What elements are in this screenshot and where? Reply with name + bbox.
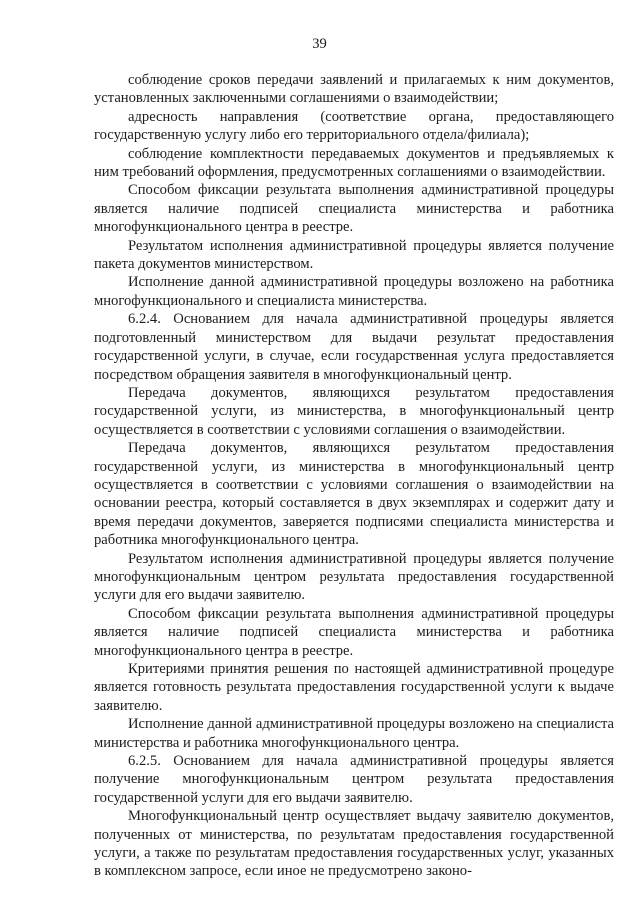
paragraph: Результатом исполнения административной процедуры является получение многофункциональным центром результата предоставления государственной услуги для его выдачи заявителю. xyxy=(94,550,614,604)
paragraph: Результатом исполнения административной процедуры является получение пакета документов министерством. xyxy=(94,237,614,273)
paragraph: Многофункциональный центр осуществляет выдачу заявителю документов, полученных от министерства, по результатам предоставления государственной услуги, а также по результатам предоставления государственных услуг, указанных в комплексном запросе, если иное не предусмотрено законо- xyxy=(94,808,614,880)
paragraph: Исполнение данной административной процедуры возложено на работника многофункционального и специалиста министерства. xyxy=(94,274,614,309)
paragraph: 6.2.5. Основанием для начала административной процедуры является получение многофункциональным центром результата предоставления государственной услуги для его выдачи заявителю. xyxy=(94,753,614,806)
paragraph: Критериями принятия решения по настоящей административной процедуре является готовность результата предоставления государственной услуги к выдаче заявителю. xyxy=(94,661,614,714)
paragraph: Исполнение данной административной процедуры возложено на специалиста министерства и работника многофункционального центра. xyxy=(94,716,614,751)
paragraph: Передача документов, являющихся результатом предоставления государственной услуги, из министерства, в многофункциональный центр осуществляется в соответствии с условиями соглашения о взаимодействии. xyxy=(94,384,614,438)
paragraph: Передача документов, являющихся результатом предоставления государственной услуги, из министерства в многофункциональный центр осуществляется в соответствии с условиями соглашения о взаимодействии на основании реестра, который составляется в двух экземплярах и содержит дату и время передачи документов, заверяется подписями специалиста министерства и работника многофункционального центра. xyxy=(94,440,614,549)
paragraph: 6.2.4. Основанием для начала административной процедуры является подготовленный министерством для выдачи результат предоставления государственной услуги, в случае, если государственная услуга предоставляется посредством обращения заявителя в многофункциональный центр. xyxy=(94,311,614,383)
paragraph: Способом фиксации результата выполнения административной процедуры является наличие подписей специалиста министерства и работника многофункционального центра в реестре. xyxy=(94,182,614,236)
paragraph: соблюдение сроков передачи заявлений и прилагаемых к ним документов, установленных заключенными соглашениями о взаимодействии; xyxy=(94,72,614,107)
paragraph: адресность направления (соответствие органа, предоставляющего государственную услугу либо его территориального отдела/филиала); xyxy=(94,108,614,144)
paragraph: соблюдение комплектности передаваемых документов и предъявляемых к ним требований оформления, предусмотренных соглашениями о взаимодействии. xyxy=(94,145,614,181)
page-number: 39 xyxy=(312,36,327,52)
paragraph: Способом фиксации результата выполнения административной процедуры является наличие подписей специалиста министерства и работника многофункционального центра в реестре. xyxy=(94,605,614,659)
document-body xyxy=(94,71,614,881)
